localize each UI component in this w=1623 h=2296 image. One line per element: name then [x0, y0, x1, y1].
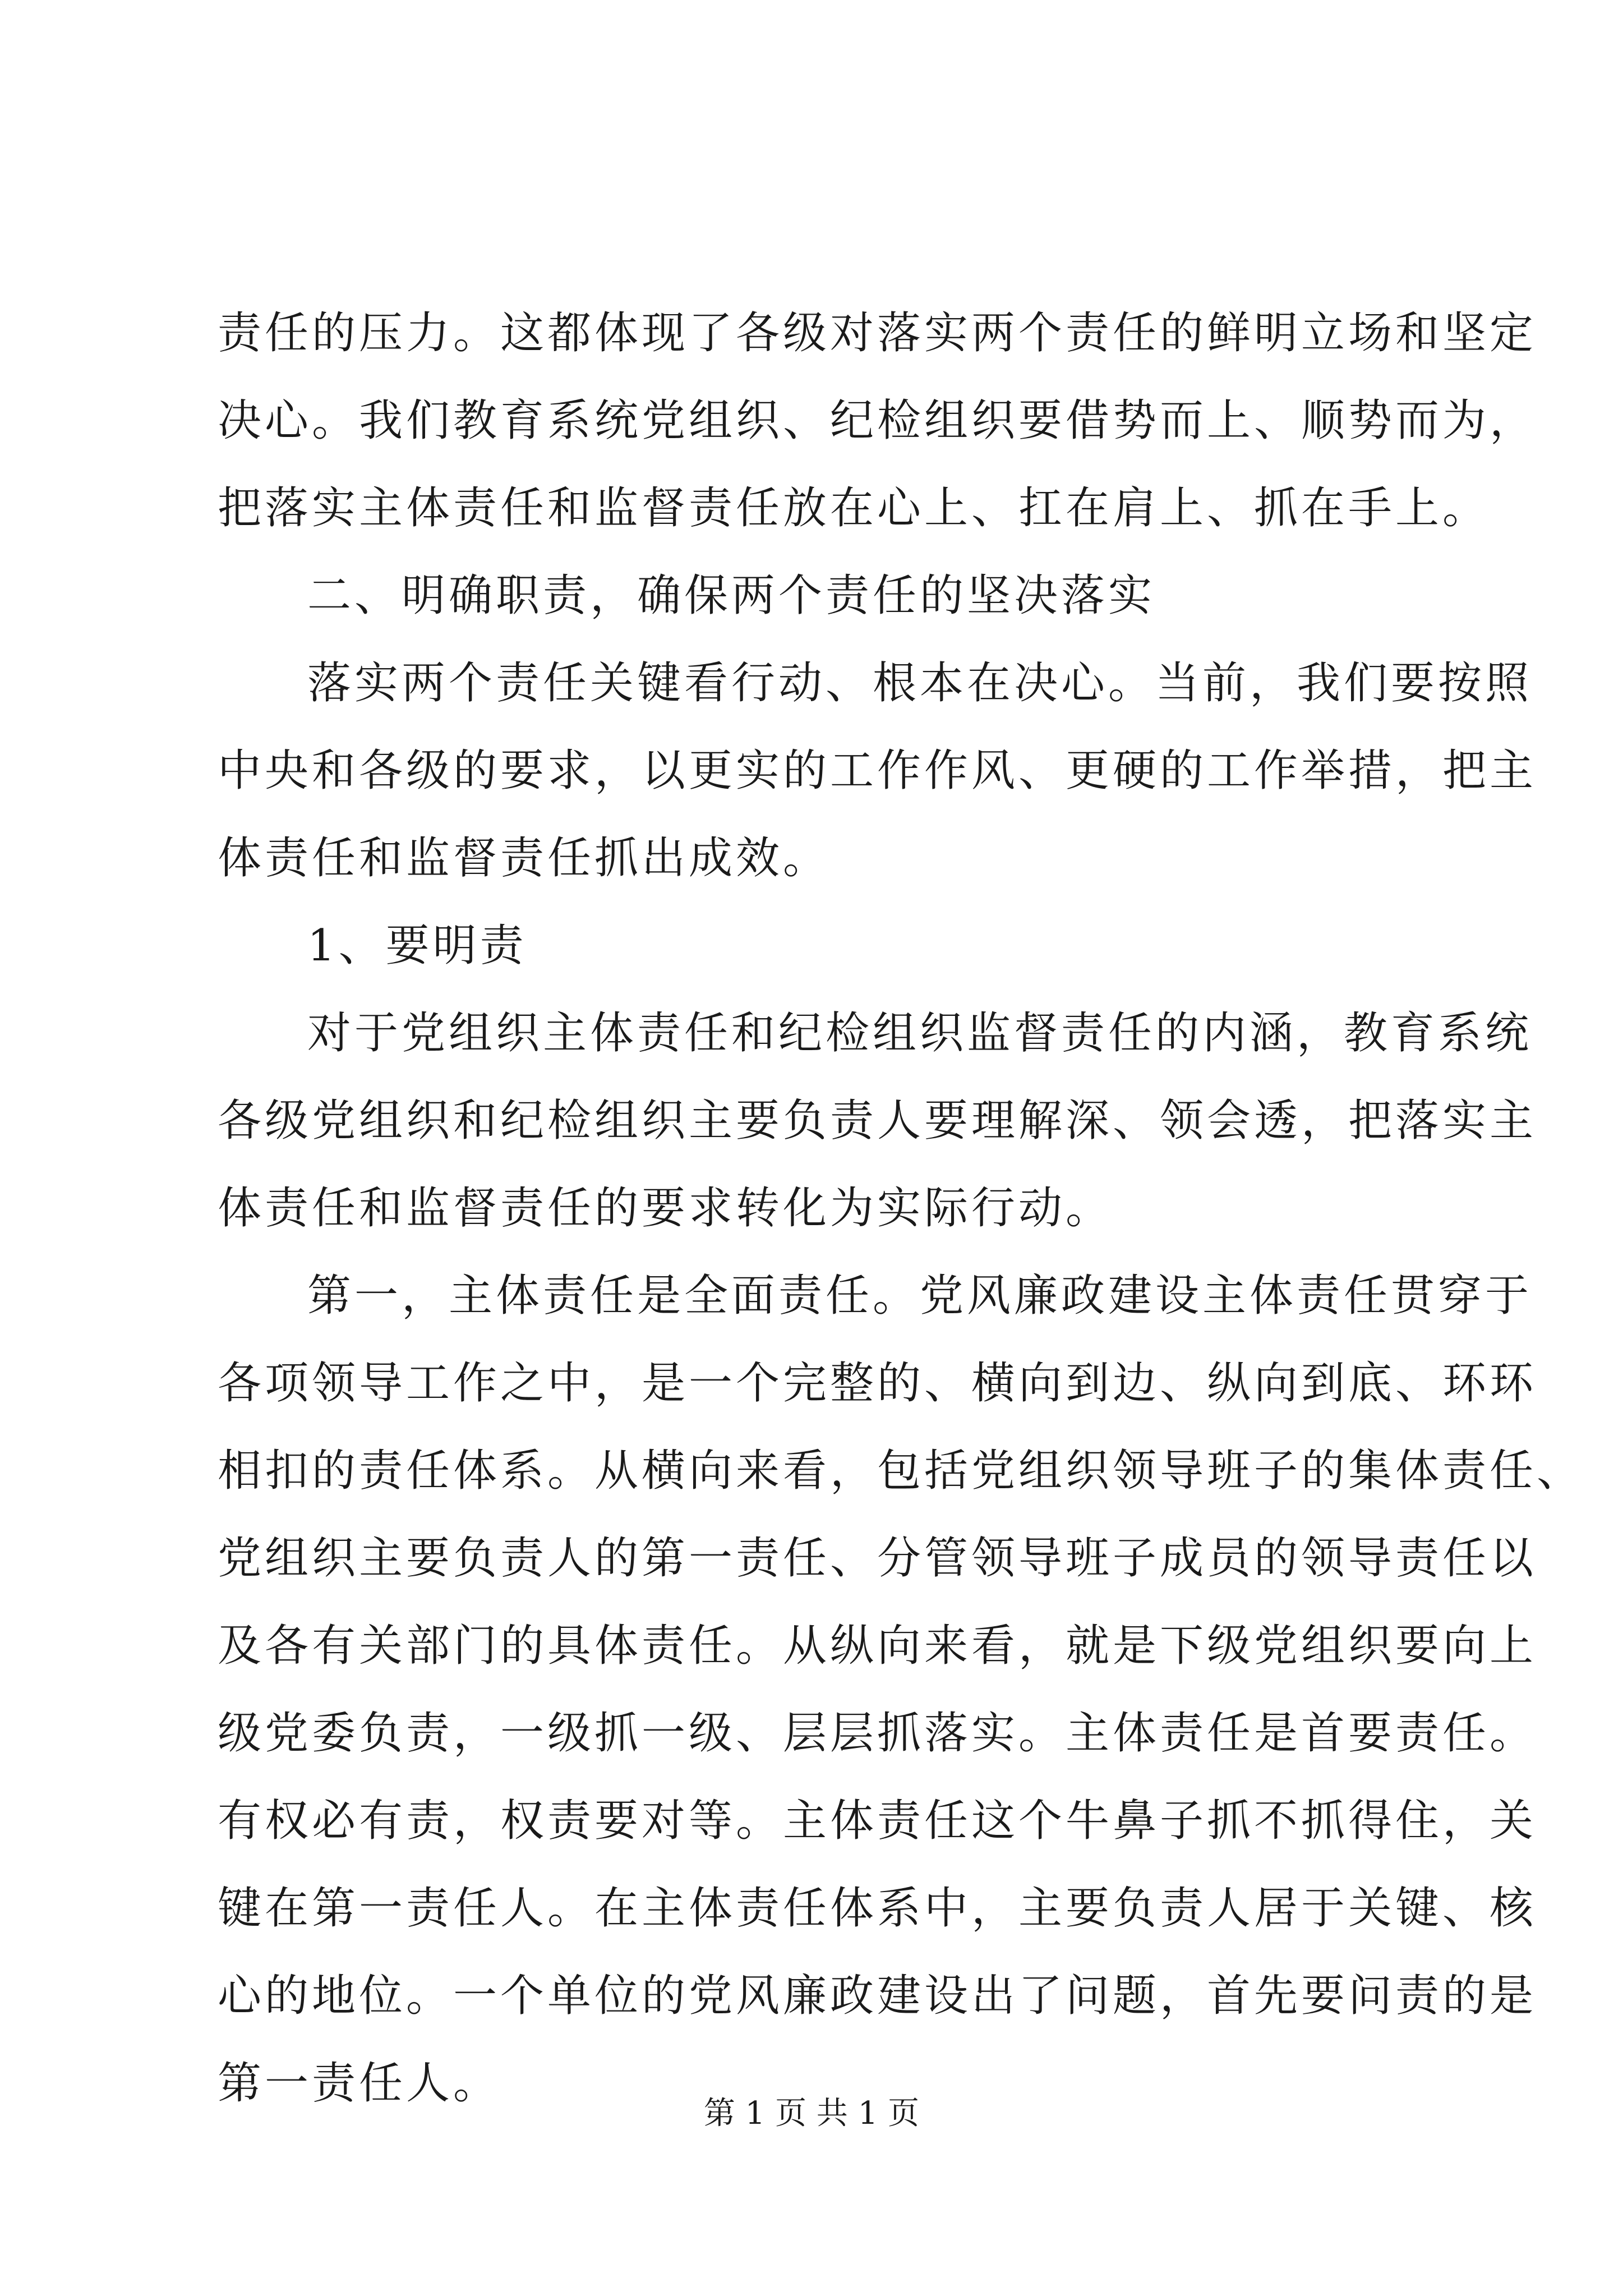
text-line: 1、要明责: [307, 921, 527, 971]
text-line: 决心。我们教育系统党组织、纪检组织要借势而上、顺势而为，: [218, 395, 1537, 446]
text-line: 及各有关部门的具体责任。从纵向来看，就是下级党组织要向上: [218, 1621, 1537, 1671]
text-line: 责任的压力。这都体现了各级对落实两个责任的鲜明立场和坚定: [218, 308, 1537, 358]
text-line: 二、明确职责，确保两个责任的坚决落实: [307, 570, 1156, 621]
document-body: [218, 289, 1584, 2127]
text-line: 级党委负责，一级抓一级、层层抓落实。主体责任是首要责任。: [218, 1708, 1537, 1759]
text-line: 心的地位。一个单位的党风廉政建设出了问题，首先要问责的是: [218, 1971, 1537, 2021]
text-line: 有权必有责，权责要对等。主体责任这个牛鼻子抓不抓得住，关: [218, 1796, 1537, 1846]
text-line: 各项领导工作之中，是一个完整的、横向到边、纵向到底、环环: [218, 1358, 1537, 1409]
text-line: 第一，主体责任是全面责任。党风廉政建设主体责任贯穿于: [307, 1271, 1533, 1321]
text-line: 体责任和监督责任抓出成效。: [218, 833, 831, 884]
text-line: 键在第一责任人。在主体责任体系中，主要负责人居于关键、核: [218, 1883, 1537, 1934]
text-line: 对于党组织主体责任和纪检组织监督责任的内涵，教育系统: [307, 1008, 1533, 1059]
page-footer: 第 1 页 共 1 页: [703, 2095, 920, 2132]
text-line: 各级党组织和纪检组织主要负责人要理解深、领会透，把落实主: [218, 1096, 1537, 1146]
text-line: 体责任和监督责任的要求转化为实际行动。: [218, 1183, 1113, 1234]
text-line: 党组织主要负责人的第一责任、分管领导班子成员的领导责任以: [218, 1533, 1537, 1584]
text-line: 落实两个责任关键看行动、根本在决心。当前，我们要按照: [307, 658, 1533, 708]
text-line: 中央和各级的要求，以更实的工作作风、更硬的工作举措，把主: [218, 746, 1537, 796]
text-line: 相扣的责任体系。从横向来看，包括党组织领导班子的集体责任、: [218, 1446, 1584, 1496]
text-line: 把落实主体责任和监督责任放在心上、扛在肩上、抓在手上。: [218, 483, 1490, 533]
text-line: 第一责任人。: [218, 2058, 501, 2109]
